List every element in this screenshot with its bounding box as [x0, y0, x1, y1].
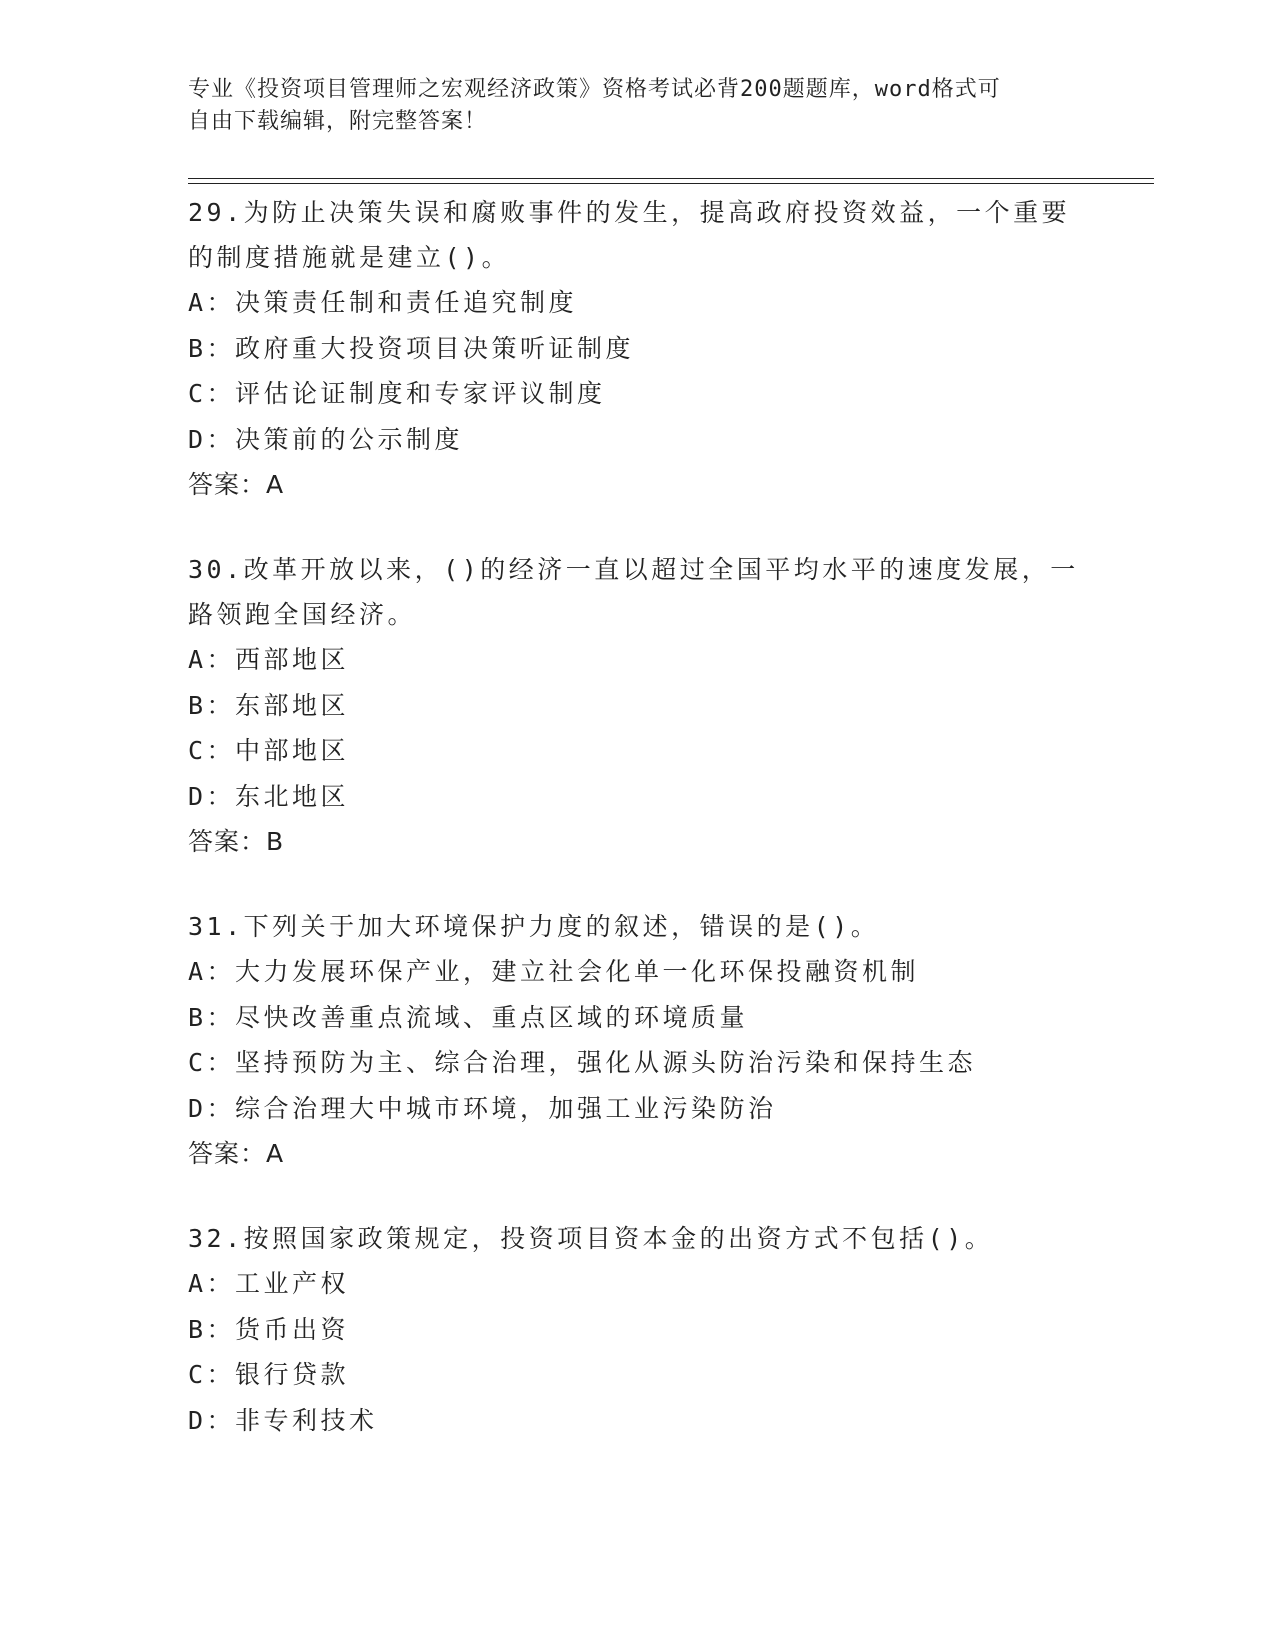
- question-stem-line: 31.下列关于加大环境保护力度的叙述，错误的是()。: [188, 912, 880, 941]
- header-divider-bottom: [188, 183, 1154, 184]
- answer: 答案：B: [188, 827, 285, 856]
- question-29: [188, 190, 1148, 507]
- question-stem-line: 的制度措施就是建立()。: [188, 243, 511, 272]
- option-d: D：非专利技术: [188, 1405, 378, 1435]
- option-d: D：东北地区: [188, 781, 350, 811]
- option-d: D：综合治理大中城市环境，加强工业污染防治: [188, 1093, 777, 1123]
- question-30: [188, 547, 1148, 864]
- header-divider-top: [188, 178, 1154, 179]
- option-a: A：工业产权: [188, 1269, 350, 1298]
- option-b: B：尽快改善重点流域、重点区域的环境质量: [188, 1002, 749, 1032]
- question-31: [188, 904, 1148, 1176]
- answer: 答案：A: [188, 1139, 285, 1168]
- question-list: [188, 190, 1148, 1483]
- option-b: B：政府重大投资项目决策听证制度: [188, 333, 635, 363]
- question-stem-line: 32.按照国家政策规定，投资项目资本金的出资方式不包括()。: [188, 1224, 994, 1253]
- question-stem-line: 路领跑全国经济。: [188, 600, 417, 629]
- header-line-2: 自由下载编辑，附完整答案！: [188, 109, 488, 134]
- option-a: A：西部地区: [188, 645, 350, 674]
- answer: 答案：A: [188, 470, 285, 499]
- header-line-1: 专业《投资项目管理师之宏观经济政策》资格考试必背200题题库，word格式可: [188, 77, 1001, 102]
- option-a: A：大力发展环保产业，建立社会化单一化环保投融资机制: [188, 957, 920, 986]
- option-b: B：东部地区: [188, 690, 350, 720]
- document-header: [188, 74, 1078, 138]
- question-stem-line: 29.为防止决策失误和腐败事件的发生，提高政府投资效益，一个重要: [188, 198, 1071, 227]
- option-c: C：评估论证制度和专家评议制度: [188, 379, 606, 408]
- option-c: C：坚持预防为主、综合治理，强化从源头防治污染和保持生态: [188, 1048, 977, 1077]
- option-d: D：决策前的公示制度: [188, 424, 464, 454]
- option-b: B：货币出资: [188, 1314, 350, 1344]
- option-c: C：中部地区: [188, 736, 350, 765]
- question-32: [188, 1216, 1148, 1443]
- option-c: C：银行贷款: [188, 1360, 350, 1389]
- option-a: A：决策责任制和责任追究制度: [188, 288, 578, 317]
- question-stem-line: 30.改革开放以来，()的经济一直以超过全国平均水平的速度发展，一: [188, 555, 1079, 584]
